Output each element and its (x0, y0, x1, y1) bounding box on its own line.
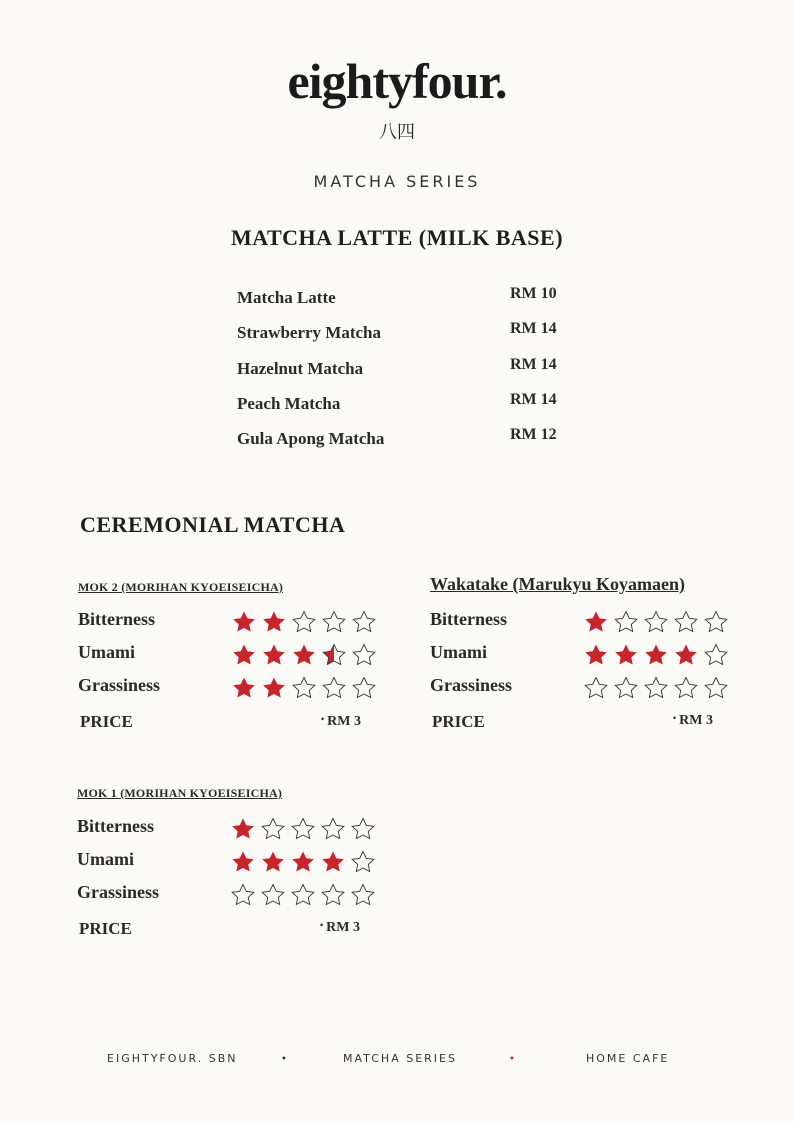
footer-center: MATCHA SERIES (343, 1052, 457, 1065)
menu-item-name: Hazelnut Matcha (237, 358, 364, 378)
star-empty-icon (258, 817, 288, 839)
star-empty-icon (349, 643, 379, 665)
attr-label-grassiness: Grassiness (430, 675, 513, 695)
star-empty-icon (258, 883, 288, 905)
star-filled-icon (229, 610, 259, 632)
rating-stars-bitterness (229, 610, 379, 632)
star-empty-icon (671, 676, 701, 698)
matcha-card-mok1 (77, 785, 377, 965)
menu-item-name: Gula Apong Matcha (237, 429, 385, 449)
menu-item-price: RM 14 (510, 355, 557, 373)
star-empty-icon (349, 610, 379, 632)
star-empty-icon (318, 817, 348, 839)
star-filled-icon (229, 676, 259, 698)
menu-item (237, 285, 567, 320)
brand-logo: eightyfour. (287, 53, 507, 109)
star-empty-icon (349, 676, 379, 698)
star-empty-icon (289, 610, 319, 632)
star-filled-icon (581, 610, 611, 632)
star-filled-icon (641, 643, 671, 665)
price-value (320, 920, 360, 936)
menu-item-price: RM 12 (510, 426, 557, 444)
menu-item (237, 320, 567, 355)
attr-label-umami: Umami (77, 849, 134, 869)
bullet-dot-icon: • (673, 713, 677, 723)
rating-stars-umami (581, 643, 731, 665)
star-empty-icon (288, 883, 318, 905)
star-empty-icon (671, 610, 701, 632)
star-empty-icon (288, 817, 318, 839)
price-label: PRICE (432, 712, 485, 731)
star-filled-icon (228, 817, 258, 839)
star-half-icon (319, 643, 349, 665)
brand-logo-cjk: 八四 (379, 122, 415, 143)
footer-dot-icon: • (281, 1054, 287, 1065)
latte-menu-list (237, 285, 567, 461)
matcha-card-wakatake (430, 574, 730, 758)
star-empty-icon (319, 676, 349, 698)
ceremonial-section-title: CEREMONIAL MATCHA (80, 512, 346, 537)
series-title: MATCHA SERIES (313, 172, 481, 191)
star-empty-icon (348, 850, 378, 872)
attr-label-grassiness: Grassiness (78, 675, 161, 695)
price-value-text: RM 3 (327, 714, 361, 729)
attr-label-bitterness: Bitterness (430, 609, 507, 629)
rating-stars-umami (228, 850, 378, 872)
star-filled-icon (258, 850, 288, 872)
star-empty-icon (319, 610, 349, 632)
menu-item-price: RM 10 (510, 285, 557, 302)
menu-item (237, 426, 567, 461)
star-filled-icon (611, 643, 641, 665)
menu-item-name: Matcha Latte (237, 288, 336, 307)
footer-left: EIGHTYFOUR. SBN (107, 1052, 238, 1065)
star-empty-icon (701, 643, 731, 665)
bullet-dot-icon: • (320, 920, 324, 930)
star-empty-icon (318, 883, 348, 905)
star-filled-icon (289, 643, 319, 665)
star-filled-icon (259, 610, 289, 632)
bullet-dot-icon: • (321, 714, 325, 724)
star-empty-icon (348, 817, 378, 839)
rating-stars-bitterness (228, 817, 378, 839)
footer-dot-icon: • (509, 1054, 515, 1065)
menu-item-price: RM 14 (510, 320, 557, 338)
rating-stars-grassiness (581, 676, 731, 698)
latte-section-title: MATCHA LATTE (MILK BASE) (230, 225, 564, 250)
star-empty-icon (348, 883, 378, 905)
footer-right: HOME CAFE (586, 1052, 670, 1065)
star-empty-icon (701, 676, 731, 698)
attr-label-grassiness: Grassiness (77, 882, 160, 902)
price-value-text: RM 3 (326, 920, 360, 935)
star-empty-icon (228, 883, 258, 905)
star-empty-icon (641, 610, 671, 632)
star-empty-icon (701, 610, 731, 632)
star-empty-icon (581, 676, 611, 698)
menu-item (237, 391, 567, 426)
matcha-card-mok2 (78, 578, 378, 758)
attr-label-umami: Umami (430, 642, 487, 662)
attr-label-bitterness: Bitterness (77, 816, 154, 836)
star-filled-icon (581, 643, 611, 665)
star-filled-icon (259, 643, 289, 665)
card-title: Wakatake (Marukyu Koyamaen) (430, 574, 686, 594)
price-value (673, 713, 713, 729)
price-value-text: RM 3 (679, 713, 713, 728)
star-filled-icon (318, 850, 348, 872)
star-empty-icon (611, 610, 641, 632)
star-filled-icon (288, 850, 318, 872)
star-filled-icon (228, 850, 258, 872)
rating-stars-grassiness (229, 676, 379, 698)
rating-stars-bitterness (581, 610, 731, 632)
card-title: MOK 1 (MORIHAN KYOEISEICHA) (77, 786, 283, 800)
star-empty-icon (289, 676, 319, 698)
star-empty-icon (641, 676, 671, 698)
star-filled-icon (259, 676, 289, 698)
price-label: PRICE (79, 919, 132, 938)
rating-stars-umami (229, 643, 379, 665)
menu-item (237, 356, 567, 391)
card-title: MOK 2 (MORIHAN KYOEISEICHA) (78, 580, 284, 594)
attr-label-umami: Umami (78, 642, 135, 662)
price-label: PRICE (80, 712, 133, 731)
menu-item-name: Strawberry Matcha (237, 323, 381, 343)
rating-stars-grassiness (228, 883, 378, 905)
price-value (321, 714, 361, 730)
menu-item-name: Peach Matcha (237, 393, 341, 413)
star-filled-icon (229, 643, 259, 665)
menu-item-price: RM 14 (510, 390, 557, 408)
attr-label-bitterness: Bitterness (78, 609, 155, 629)
star-filled-icon (671, 643, 701, 665)
star-empty-icon (611, 676, 641, 698)
